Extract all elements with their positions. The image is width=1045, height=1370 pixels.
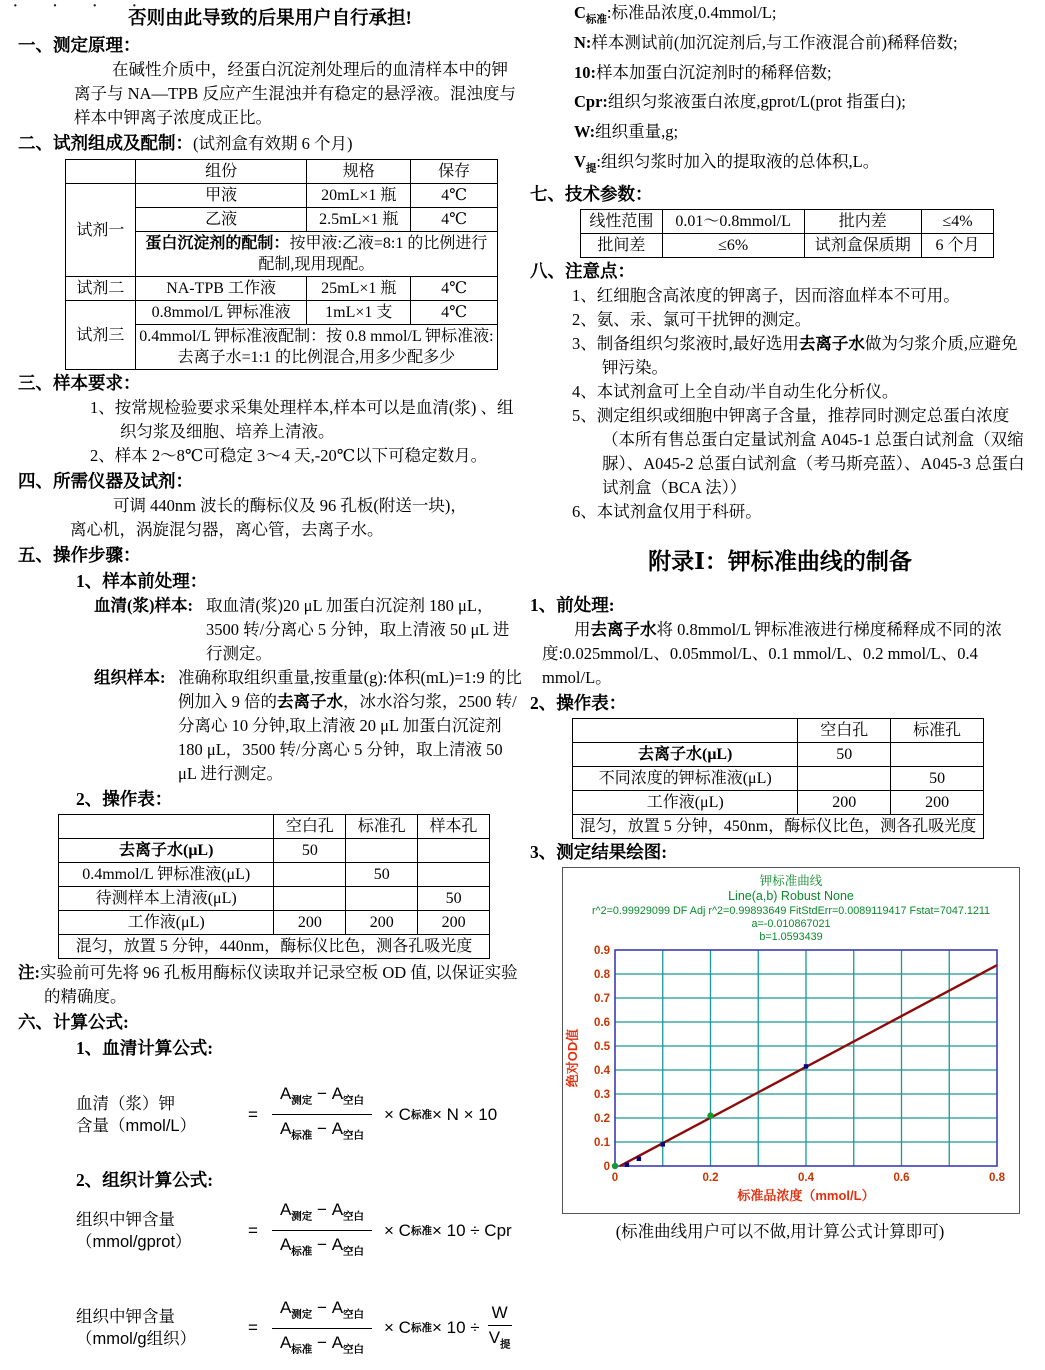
table-row — [66, 277, 498, 301]
note-rest: 按甲液:乙液=8:1 的比例进行配制,现用现配。 — [258, 235, 488, 273]
table-cell: 乙液 — [135, 208, 307, 232]
tissue-sample-row — [94, 666, 522, 786]
table-cell: 200 — [418, 911, 490, 935]
table-cell: 试剂一 — [66, 184, 136, 277]
formula-label-line2: （mmol/gprot） — [76, 1232, 192, 1251]
right-column — [530, 2, 1030, 1244]
formula-tail: × C 标准 × 10 ÷ Cpr — [384, 1220, 512, 1240]
chart-param-b: b=1.0593439 — [759, 930, 823, 943]
w-over-v-fraction — [488, 1302, 512, 1355]
formula-fraction — [272, 1297, 372, 1361]
equals-sign: = — [248, 1104, 258, 1124]
table-cell: 200 — [798, 790, 891, 814]
section-7-heading: 七、技术参数： — [530, 183, 653, 204]
tech-params-table — [580, 209, 994, 258]
table-cell — [418, 839, 490, 863]
appendix-sub1: 1、前处理: — [530, 594, 615, 615]
warning-line: 否则由此导致的后果用户自行承担! — [128, 9, 412, 29]
table-cell: 组份 — [135, 160, 307, 184]
svg-text:0.2: 0.2 — [702, 1171, 719, 1184]
table-cell: 去离子水(μL) — [59, 839, 274, 863]
instrument-paragraph — [73, 494, 522, 518]
tissue-formula-gprot — [76, 1199, 522, 1263]
standard-curve-chart — [562, 867, 1020, 1214]
table-row — [581, 233, 994, 257]
tissue-formula-gtissue — [76, 1297, 522, 1361]
table-row — [66, 160, 498, 184]
table-cell: 空白孔 — [274, 815, 346, 839]
svg-text:0: 0 — [611, 1171, 619, 1184]
table-cell: 50 — [798, 742, 891, 766]
instrument-line1: 可调 440nm 波长的酶标仪及 96 孔板(附送一块)， — [113, 496, 467, 515]
fraction-numerator: $A_{测定} - A_{空白}$ — [272, 1083, 372, 1115]
formula-label-line1: 组织中钾含量 — [76, 1308, 175, 1327]
appendix-sub3: 3、测定结果绘图: — [530, 841, 668, 862]
table-row — [59, 887, 490, 911]
formula-fraction — [272, 1083, 372, 1147]
table-cell: 批内差 — [804, 209, 922, 233]
svg-text:标准品浓度（mmol/L）: 标准品浓度（mmol/L） — [737, 1187, 875, 1203]
principle-line1: 在碱性介质中，经蛋白沉淀剂处理后的血清样本中的钾离子 — [74, 60, 508, 103]
table-row — [573, 742, 984, 766]
table-row — [573, 814, 984, 838]
table-cell — [135, 232, 497, 277]
table-cell — [59, 815, 274, 839]
formula-label — [76, 1209, 248, 1253]
fraction-denominator: $A_{标准} - A_{空白}$ — [279, 1332, 365, 1356]
section-8-heading: 八、注意点： — [530, 260, 635, 281]
table-cell: 工作液(μL) — [59, 911, 274, 935]
table-cell: 去离子水(μL) — [573, 742, 798, 766]
principle-paragraph — [74, 58, 522, 130]
chart-subtitle: Line(a,b) Robust None — [728, 888, 854, 903]
svg-text:0.3: 0.3 — [594, 1088, 610, 1101]
table-cell: 甲液 — [135, 184, 307, 208]
table-row — [59, 911, 490, 935]
tissue-label: 组织样本: — [94, 668, 166, 687]
table-footer-cell: 混匀，放置 5 分钟，440nm，酶标仪比色，测各孔吸光度 — [59, 935, 490, 959]
svg-text:0.6: 0.6 — [893, 1171, 910, 1184]
caution-item: 1、红细胞含高浓度的钾离子，因而溶血样本不可用。 — [572, 285, 960, 305]
section-2-suffix: (试剂盒有效期 6 个月) — [193, 134, 353, 153]
appendix-title: 附录Ⅰ：钾标准曲线的制备 — [648, 548, 912, 574]
left-column — [18, 6, 522, 1370]
formula-label — [76, 1306, 248, 1350]
table-cell: 6 个月 — [922, 233, 994, 257]
table-cell — [573, 718, 798, 742]
svg-text:0.1: 0.1 — [594, 1136, 610, 1149]
table-cell: 4℃ — [411, 277, 498, 301]
table-cell: 4℃ — [411, 301, 498, 325]
table-cell: 规格 — [307, 160, 411, 184]
section-2-heading — [18, 130, 522, 157]
def-line: W:组织重量,g; — [574, 122, 679, 142]
table-cell: 线性范围 — [581, 209, 663, 233]
svg-text:0.9: 0.9 — [594, 944, 610, 957]
instrument-paragraph2: 离心机，涡旋混匀器，离心管，去离子水。 — [70, 520, 384, 539]
formula-fraction — [272, 1199, 372, 1263]
note-label: 注: — [18, 963, 40, 982]
fraction-numerator: $A_{测定} - A_{空白}$ — [272, 1297, 372, 1329]
fraction-denominator: $A_{标准} - A_{空白}$ — [279, 1235, 365, 1258]
chart-title: 钾标准曲线 — [759, 873, 823, 888]
section-4-heading: 四、所需仪器及试剂： — [18, 471, 193, 491]
section-5-heading: 五、操作步骤： — [18, 545, 141, 565]
tissue-pre: 准确称取组织重量,按重量(g):体积(mL)=1:9 的比例加入 9 倍的 — [178, 668, 522, 711]
formula-label-line2: （mmol/g组织） — [76, 1330, 197, 1349]
principle-line2: 与 NA—TPB 反应产生混浊并有稳定的悬浮液。混浊度与样本中钾离子浓度成正比。 — [74, 84, 516, 127]
table-cell: ≤4% — [922, 209, 994, 233]
svg-text:0.2: 0.2 — [594, 1112, 610, 1125]
table-cell: 0.4mmol/L 钾标准液(μL) — [59, 863, 274, 887]
caution-item: 2、氨、汞、氯可干扰钾的测定。 — [572, 309, 812, 329]
table-cell — [66, 160, 136, 184]
fraction-denominator: $A_{标准} - A_{空白}$ — [279, 1119, 365, 1142]
caution-item: 3、制备组织匀浆液时,最好选用去离子水做为匀浆介质,应避免钾污染。 — [572, 333, 1018, 377]
caution-item: 6、本试剂盒仅用于科研。 — [572, 501, 762, 521]
section-2-title: 二、试剂组成及配制： — [18, 133, 193, 153]
svg-text:0: 0 — [603, 1160, 610, 1173]
equals-sign: = — [248, 1220, 258, 1240]
page-artifact-dots: · · · · — [12, 0, 152, 17]
section-3-heading: 三、样本要求： — [18, 373, 141, 393]
formula-label-line2: 含量（mmol/L） — [76, 1116, 197, 1135]
table-cell: NA-TPB 工作液 — [135, 277, 307, 301]
table-row — [59, 935, 490, 959]
table-cell: 工作液(μL) — [573, 790, 798, 814]
variable-definitions — [574, 2, 1030, 181]
table-cell: 标准孔 — [346, 815, 418, 839]
def-line: Cpr:组织匀浆液蛋白浓度,gprot/L(prot 指蛋白); — [574, 92, 906, 112]
table-cell — [346, 839, 418, 863]
tissue-bold-word: 去离子水 — [277, 692, 343, 711]
table-cell — [346, 887, 418, 911]
table-row — [573, 790, 984, 814]
formula-tail: × C 标准 × N × 10 — [384, 1104, 498, 1124]
equals-sign: = — [248, 1318, 258, 1338]
note-text: 实验前可先将 96 孔板用酶标仪读取并记录空板 OD 值, 以保证实验的精确度。 — [40, 963, 518, 1006]
note-bold: 蛋白沉淀剂的配制： — [145, 235, 290, 252]
table-cell: 样本孔 — [418, 815, 490, 839]
table-cell — [891, 742, 984, 766]
table-cell: 标准孔 — [891, 718, 984, 742]
table-cell: 0.01～0.8mmol/L — [662, 209, 804, 233]
tissue-text — [178, 666, 522, 786]
table-cell — [418, 863, 490, 887]
serum-text: 取血清(浆)20 μL 加蛋白沉淀剂 180 μL，3500 转/分离心 5 分钟，取上清液 50 μL 进行测定。 — [206, 596, 510, 663]
svg-text:0.6: 0.6 — [594, 1016, 610, 1029]
section-1-heading: 一、测定原理： — [18, 35, 141, 55]
table-cell: 试剂二 — [66, 277, 136, 301]
table-cell — [274, 863, 346, 887]
table-cell: 试剂盒保质期 — [804, 233, 922, 257]
table-row — [66, 184, 498, 208]
table-row — [573, 718, 984, 742]
formula-label-line1: 组织中钾含量 — [76, 1210, 175, 1229]
table-cell: 50 — [891, 766, 984, 790]
def-line: N:样本测试前(加沉淀剂后,与工作液混合前)稀释倍数; — [574, 32, 958, 52]
table-cell: 保存 — [411, 160, 498, 184]
appendix-sub2: 2、操作表： — [530, 692, 627, 713]
serum-formula — [76, 1083, 522, 1147]
svg-text:0.8: 0.8 — [989, 1171, 1005, 1184]
fraction-numerator: W — [488, 1302, 512, 1326]
table-cell — [274, 887, 346, 911]
table-cell: 200 — [274, 911, 346, 935]
appendix-operation-table — [572, 718, 984, 839]
caution-item: 4、本试剂盒可上全自动/半自动生化分析仪。 — [572, 381, 899, 401]
section-5-sub1: 1、样本前处理： — [76, 571, 208, 591]
svg-text:0.7: 0.7 — [594, 992, 610, 1005]
item-text: 1、按常规检验要求采集处理样本,样本可以是血清(浆) 、组织匀浆及细胞、培养上清液。 — [90, 398, 514, 441]
table-row — [59, 839, 490, 863]
sample-req-item2: 2、样本 2～8℃可稳定 3～4 天,-20℃以下可稳定数月。 — [90, 446, 488, 465]
table-row — [581, 209, 994, 233]
table-cell: 20mL×1 瓶 — [307, 184, 411, 208]
fraction-numerator: $A_{测定} - A_{空白}$ — [272, 1199, 372, 1231]
table-cell: 0.8mmol/L 钾标准液 — [135, 301, 307, 325]
table-cell: 0.4mmol/L 钾标准液配制：按 0.8 mmol/L 钾标准液:去离子水=1:1 的比例混合,用多少配多少 — [135, 325, 497, 370]
table-row — [59, 863, 490, 887]
table-cell: 50 — [346, 863, 418, 887]
table-cell: ≤6% — [662, 233, 804, 257]
section-6-sub1: 1、血清计算公式: — [76, 1038, 214, 1058]
table-cell: 空白孔 — [798, 718, 891, 742]
svg-text:0.5: 0.5 — [594, 1040, 610, 1053]
chart-param-a: a=-0.010867021 — [751, 917, 831, 930]
fraction-denominator: $V_提$ — [488, 1327, 511, 1351]
reagent-table — [65, 159, 498, 370]
caution-item: 5、测定组织或细胞中钾离子含量，推荐同时测定总蛋白浓度（本所有售总蛋白定量试剂盒 A045-1 总蛋白试剂盒（双缩脲）、A045-2 总蛋白试剂盒（考马斯亮蓝）、A045-3 总蛋白试剂盒（BCA 法）） — [572, 405, 1025, 497]
section-5-sub2: 2、操作表： — [76, 789, 173, 809]
def-line: $C_{标准}$:标准品浓度,0.4mmol/L; — [574, 3, 777, 26]
formula-tail: × C 标准 × 10 ÷ — [384, 1318, 480, 1338]
svg-text:0.4: 0.4 — [798, 1171, 814, 1184]
table-cell: 50 — [418, 887, 490, 911]
appendix-pretreatment: 用去离子水将 0.8mmol/L 钾标准液进行梯度稀释成不同的浓度:0.025mmol/L、0.05mmol/L、0.1 mmol/L、0.2 mmol/L、0.4 mmol/L。 — [542, 619, 1002, 687]
operation-table — [58, 814, 490, 959]
table-row — [66, 301, 498, 325]
svg-text:绝对OD值: 绝对OD值 — [565, 1028, 580, 1088]
chart-caption: (标准曲线用户可以不做,用计算公式计算即可) — [615, 1221, 945, 1241]
serum-label: 血清(浆)样本: — [94, 596, 193, 615]
chart-stats-line: r^2=0.99929099 DF Adj r^2=0.99893649 FitStdErr=0.0089119417 Fstat=7047.1211 — [591, 904, 991, 917]
table-cell: 批间差 — [581, 233, 663, 257]
serum-sample-row — [94, 594, 522, 666]
section-6-sub2: 2、组织计算公式: — [76, 1169, 214, 1190]
table-cell: 50 — [274, 839, 346, 863]
table-cell: 200 — [346, 911, 418, 935]
table-cell: 1mL×1 支 — [307, 301, 411, 325]
chart-plot-area — [563, 944, 1019, 1213]
table-cell: 2.5mL×1 瓶 — [307, 208, 411, 232]
def-line: 10:样本加蛋白沉淀剂时的稀释倍数; — [574, 62, 832, 82]
formula-label-line1: 血清（浆）钾 — [76, 1094, 175, 1113]
table-row — [59, 815, 490, 839]
section-6-heading: 六、计算公式: — [18, 1012, 129, 1032]
table-cell: 200 — [891, 790, 984, 814]
table-cell: 待测样本上清液(μL) — [59, 887, 274, 911]
table-cell — [798, 766, 891, 790]
table-cell: 试剂三 — [66, 301, 136, 370]
note-paragraph — [18, 961, 522, 1009]
tissue-post: ，冰水浴匀浆，2500 转/分离心 10 分钟,取上清液 20 μL 加蛋白沉淀剂 180 μL，3500 转/分离心 5 分钟，取上清液 50 μL 进行测定。 — [178, 692, 517, 783]
svg-text:0.4: 0.4 — [594, 1064, 610, 1077]
table-cell: 4℃ — [411, 208, 498, 232]
table-row — [573, 766, 984, 790]
table-footer-cell: 混匀，放置 5 分钟，450nm，酶标仪比色，测各孔吸光度 — [573, 814, 984, 838]
svg-text:0.8: 0.8 — [594, 968, 610, 981]
def-line: $V_提$:组织匀浆时加入的提取液的总体积,L。 — [574, 151, 880, 175]
table-cell: 25mL×1 瓶 — [307, 277, 411, 301]
table-cell: 不同浓度的钾标准液(μL) — [573, 766, 798, 790]
sample-req-item1 — [90, 396, 522, 444]
formula-label — [76, 1093, 248, 1137]
table-cell: 4℃ — [411, 184, 498, 208]
